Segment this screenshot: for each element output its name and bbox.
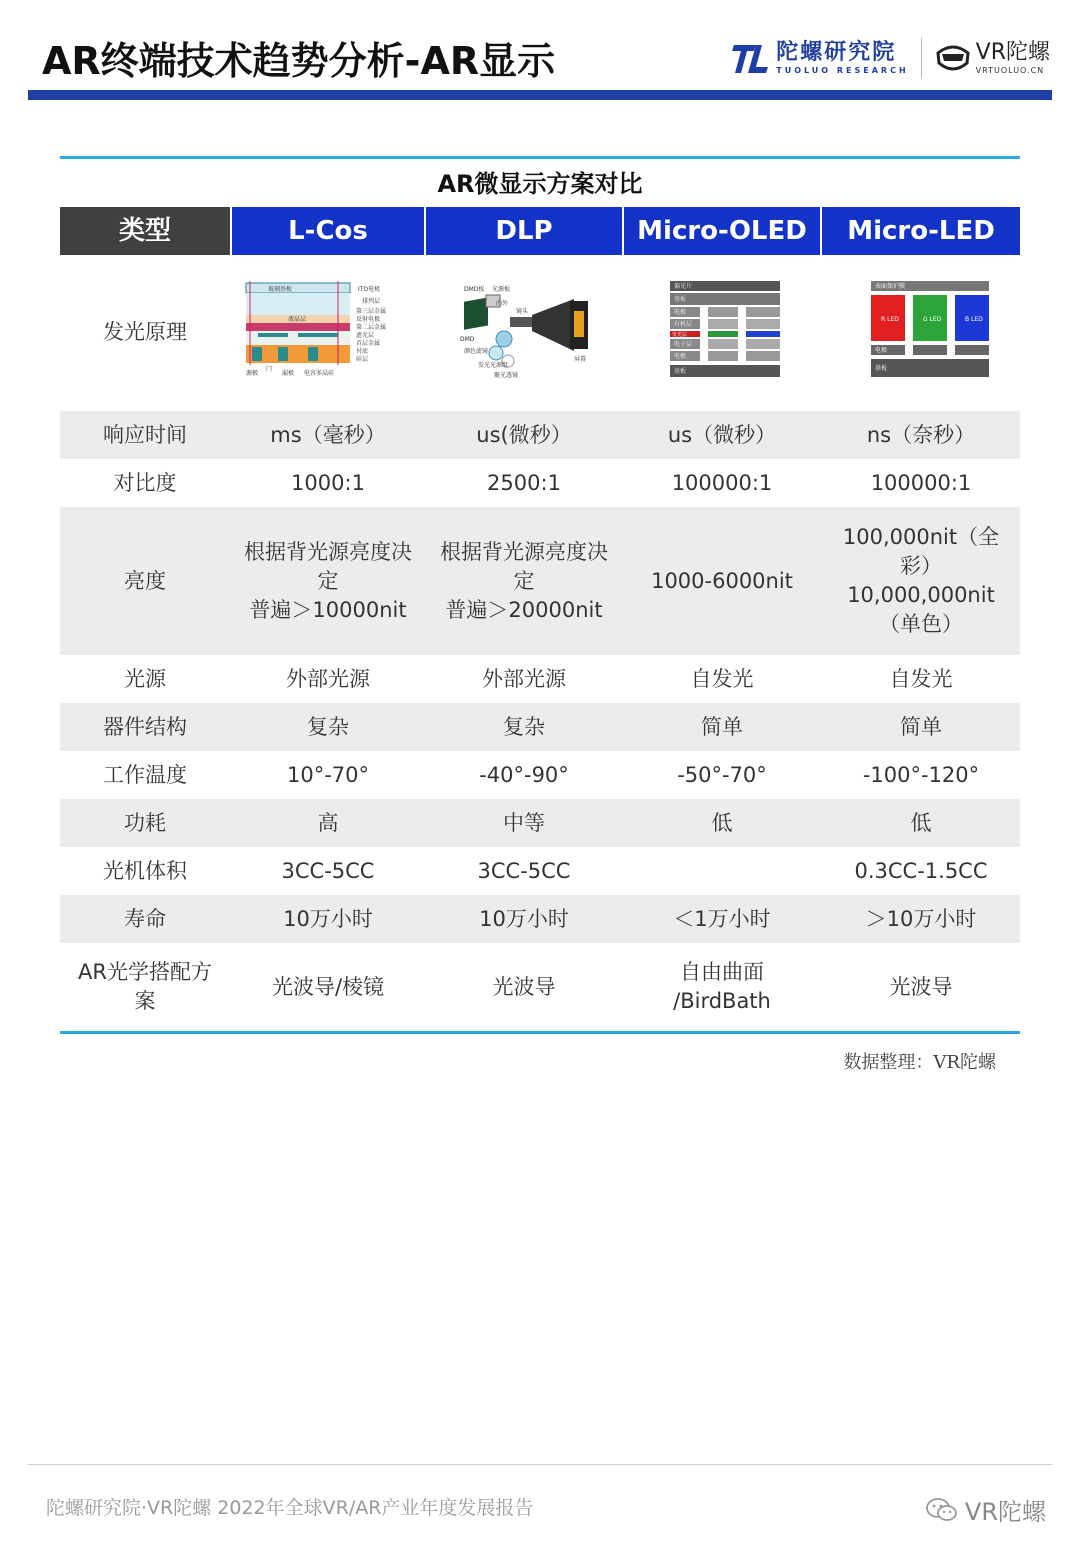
cell-led: ns（奈秒） <box>866 422 976 447</box>
lcos-label-gate: 门 <box>266 366 273 373</box>
dlp-label-light: 发光光源组 <box>478 362 509 369</box>
led-label-b: B LED <box>965 316 983 323</box>
lcos-label-drain: 漏极 <box>282 370 295 377</box>
lcos-label-metal2: 第二层金属 <box>356 324 387 331</box>
cell-led: 100,000nit（全彩） 10,000,000nit（单色） <box>842 525 1000 636</box>
header-rule <box>28 90 1052 100</box>
lcos-label-substrate: 衬底 <box>356 348 369 355</box>
dlp-label-source-board: 光源板 <box>492 286 511 293</box>
cell-dlp: 2500:1 <box>487 470 561 495</box>
cell-lcos: 10万小时 <box>283 906 373 931</box>
footer-brand <box>925 1492 1046 1527</box>
lcos-structure-image <box>238 277 418 387</box>
header-type: 类型 <box>60 207 230 255</box>
tuoluo-research-logo <box>732 39 908 77</box>
table-row <box>60 459 1020 507</box>
table-row-principle <box>60 255 1020 409</box>
table-title: AR微显示方案对比 <box>437 170 643 198</box>
cell-led: 简单 <box>900 714 942 739</box>
cell-oled: 自发光 <box>690 666 754 691</box>
row-label: 功耗 <box>124 810 166 835</box>
row-label: 光源 <box>124 666 166 691</box>
tuoluo-logo-icon <box>732 39 770 77</box>
wechat-icon <box>925 1497 959 1523</box>
cell-oled: 100000:1 <box>671 470 773 495</box>
header-lcos: L-Cos <box>232 207 424 255</box>
row-label: 光机体积 <box>103 858 187 883</box>
dlp-label-screen: 屏幕 <box>574 356 587 363</box>
row-label: AR光学搭配方案 <box>78 960 212 1013</box>
cell-dlp: us(微秒） <box>476 422 572 447</box>
cell-led: -100°-120° <box>862 762 980 787</box>
cell-lcos: 10°-70° <box>286 762 370 787</box>
table-row <box>60 507 1020 655</box>
cell-lcos: 复杂 <box>307 714 349 739</box>
comparison-table <box>60 156 1020 1074</box>
table-row <box>60 751 1020 799</box>
led-label-electrode: 电极 <box>875 347 888 354</box>
oled-label-organic: 有机层 <box>674 321 693 328</box>
table-row <box>60 655 1020 703</box>
cell-oled: 简单 <box>701 714 743 739</box>
logo-tl-cn: 陀螺研究院 <box>776 40 897 65</box>
cell-oled: -50°-70° <box>677 762 767 787</box>
lcos-label-glass: 玻璃基板 <box>268 286 293 293</box>
lcos-label-poly: 电容多晶硅 <box>304 370 335 377</box>
table-row <box>60 847 1020 895</box>
dlp-label-inout: 内外 <box>496 300 509 307</box>
dlp-structure-image <box>434 277 614 387</box>
lcos-label-silicon: 硅层 <box>356 356 369 363</box>
oled-label-base-top: 基板 <box>674 296 687 303</box>
table-row <box>60 799 1020 847</box>
cell-oled: 自由曲面 /BirdBath <box>673 960 771 1013</box>
dlp-diagram <box>426 255 622 409</box>
oled-label-electrode-top: 电极 <box>674 309 687 316</box>
dlp-label-dmd: DMD <box>460 336 475 343</box>
cell-lcos: 外部光源 <box>286 666 370 691</box>
cell-dlp: 根据背光源亮度决定 普遍＞20000nit <box>440 539 608 622</box>
cell-lcos: 3CC-5CC <box>281 858 375 883</box>
logo-tl-en: TUOLUO RESEARCH <box>776 66 909 75</box>
cell-led: 100000:1 <box>870 470 972 495</box>
table-row <box>60 411 1020 459</box>
source-note: 数据整理：VR陀螺 <box>843 1052 996 1073</box>
row-label: 对比度 <box>113 470 177 495</box>
cell-dlp: 3CC-5CC <box>477 858 571 883</box>
cell-led: 光波导 <box>889 974 953 999</box>
cell-oled: 低 <box>711 810 733 835</box>
header-dlp: DLP <box>426 207 622 255</box>
table-row <box>60 895 1020 943</box>
lcos-label-lc: 液晶层 <box>288 316 307 323</box>
row-label: 器件结构 <box>103 714 187 739</box>
cell-lcos: 1000:1 <box>291 470 365 495</box>
logo-vr-cn: VR陀螺 <box>975 40 1050 65</box>
dlp-label-lens: 镜头 <box>516 308 529 315</box>
led-diagram <box>822 255 1020 409</box>
cell-led: 低 <box>910 810 932 835</box>
cell-oled: us（微秒） <box>667 422 777 447</box>
table-bottom-line <box>60 1031 1020 1034</box>
table-header-row <box>60 207 1020 255</box>
lcos-label-ito: ITO电极 <box>358 286 381 293</box>
row-label: 亮度 <box>124 568 166 593</box>
row-label: 工作温度 <box>103 762 187 787</box>
logo-separator <box>921 38 922 78</box>
oled-label-electrode-bottom: 电极 <box>674 353 687 360</box>
vr-tuoluo-logo <box>934 39 1050 77</box>
header-micro-led: Micro-LED <box>822 207 1020 255</box>
cell-dlp: -40°-90° <box>479 762 569 787</box>
led-label-g: G LED <box>923 316 942 323</box>
led-structure-image <box>831 277 1011 387</box>
led-label-r: R LED <box>881 316 899 323</box>
dlp-label-dmd-board: DMD板 <box>464 286 485 293</box>
oled-label-polarizer: 偏光片 <box>674 283 693 290</box>
lcos-label-reflect: 反射电极 <box>356 316 381 323</box>
table-row <box>60 943 1020 1031</box>
cell-lcos: 根据背光源亮度决定 普遍＞10000nit <box>244 539 412 622</box>
cell-led: ＞10万小时 <box>865 906 977 931</box>
row-label: 寿命 <box>124 906 166 931</box>
page-title: AR终端技术趋势分析-AR显示 <box>42 39 556 83</box>
oled-diagram <box>624 255 820 409</box>
header-logos <box>732 38 1050 78</box>
vr-helmet-icon <box>934 39 972 77</box>
cell-led: 0.3CC-1.5CC <box>854 858 988 883</box>
led-label-film: 表面保护膜 <box>875 283 906 290</box>
led-label-substrate: 基板 <box>875 365 888 372</box>
dlp-label-condenser: 聚光透镜 <box>494 372 519 379</box>
row-label-principle: 发光原理 <box>103 319 187 344</box>
dlp-label-filter: 颜色滤镜 <box>464 348 489 355</box>
oled-label-electron: 电子层 <box>674 341 693 348</box>
cell-lcos: 光波导/棱镜 <box>271 974 385 999</box>
cell-lcos: 高 <box>317 810 339 835</box>
lcos-label-metal1: 首层金属 <box>356 340 381 347</box>
cell-oled: 1000-6000nit <box>651 568 793 593</box>
logo-vr-en: VRTUOLUO.CN <box>975 66 1045 75</box>
oled-label-base-bottom: 基板 <box>674 368 687 375</box>
lcos-diagram <box>232 255 424 409</box>
cell-lcos: ms（毫秒） <box>270 422 386 447</box>
table-row <box>60 703 1020 751</box>
oled-structure-image <box>632 277 812 387</box>
lcos-label-source: 源极 <box>246 370 259 377</box>
footer-brand-text: VR陀螺 <box>964 1498 1046 1526</box>
lcos-label-metal3: 第三层金属 <box>356 308 387 315</box>
cell-dlp: 光波导 <box>492 974 556 999</box>
cell-oled: ＜1万小时 <box>673 906 771 931</box>
oled-label-emissive: 发光层 <box>672 332 688 338</box>
footer-text: 陀螺研究院·VR陀螺 2022年全球VR/AR产业年度发展报告 <box>46 1497 534 1519</box>
cell-dlp: 10万小时 <box>479 906 569 931</box>
cell-led: 自发光 <box>889 666 953 691</box>
header-micro-oled: Micro-OLED <box>624 207 820 255</box>
footer-rule <box>28 1464 1052 1465</box>
cell-oled <box>624 847 820 895</box>
cell-dlp: 外部光源 <box>482 666 566 691</box>
cell-dlp: 中等 <box>503 810 545 835</box>
row-label: 响应时间 <box>103 422 187 447</box>
lcos-label-align: 排列层 <box>362 298 381 305</box>
lcos-label-shield: 遮光层 <box>356 332 375 339</box>
cell-dlp: 复杂 <box>503 714 545 739</box>
